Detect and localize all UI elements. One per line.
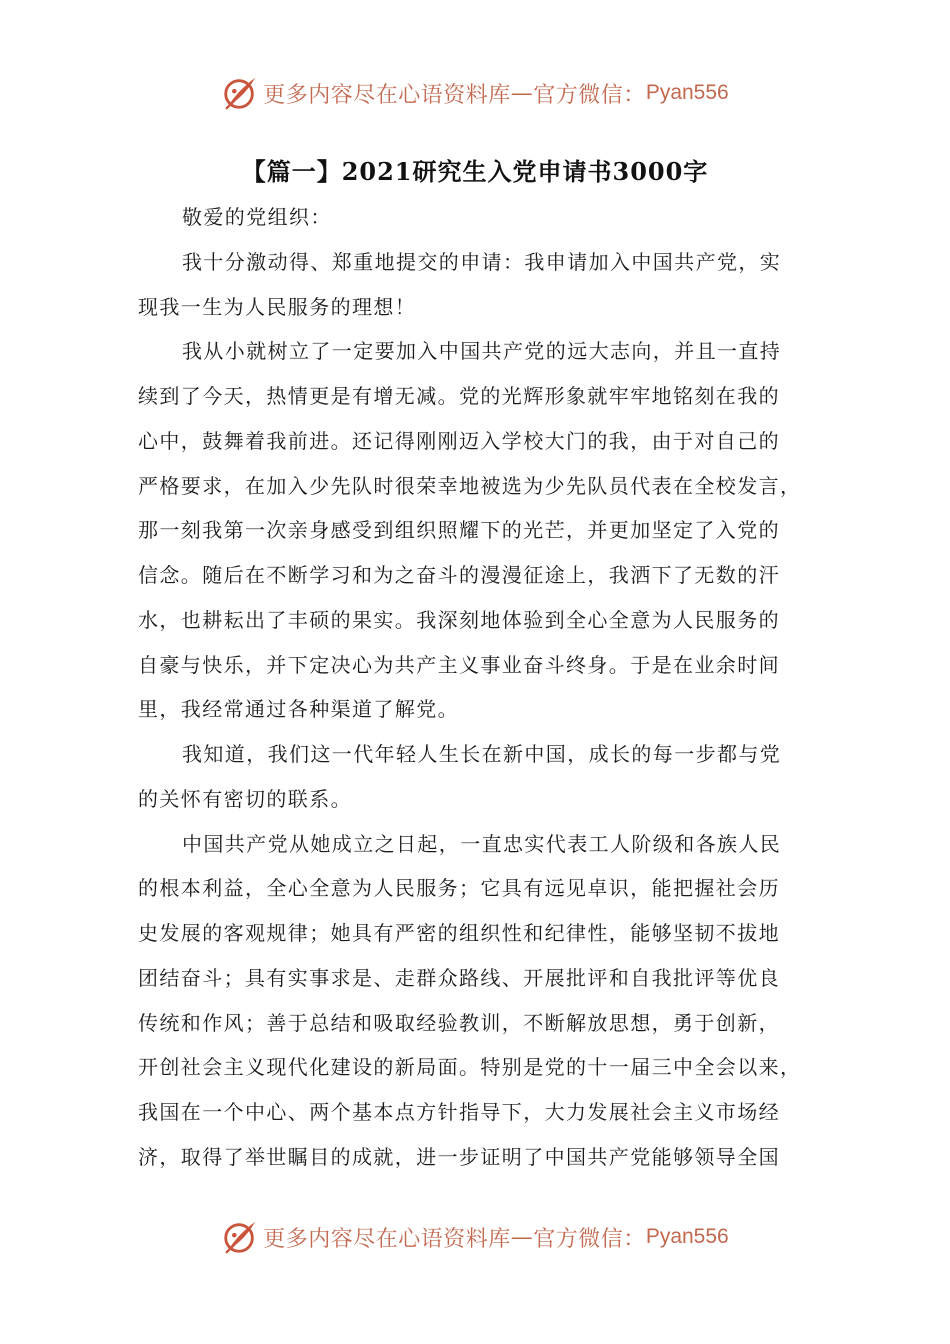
header-banner	[0, 68, 950, 118]
body-line: 那一刻我第一次亲身感受到组织照耀下的光芒，并更加坚定了入党的	[138, 518, 780, 543]
document-title: 【篇一】2021研究生入党申请书3000字	[241, 157, 709, 186]
header-banner-text: 更多内容尽在心语资料库	[263, 82, 511, 108]
header-banner-label: 官方微信：	[533, 82, 646, 108]
footer-banner-separator: —	[510, 1224, 534, 1250]
body-line: 我十分激动得、郑重地提交的申请：我申请加入中国共产党，实	[182, 249, 782, 274]
body-line: 自豪与快乐，并下定决心为共产主义事业奋斗终身。于是在业余时间	[138, 652, 780, 677]
body-line: 我国在一个中心、两个基本点方针指导下，大力发展社会主义市场经	[138, 1100, 780, 1124]
body-line: 水，也耕耘出了丰硕的果实。我深刻地体验到全心全意为人民服务的	[138, 607, 780, 632]
body-line: 我知道，我们这一代年轻人生长在新中国，成长的每一步都与党	[182, 742, 782, 766]
quill-logo-icon	[221, 1218, 259, 1256]
body-line: 续到了今天，热情更是有增无减。党的光辉形象就牢牢地铭刻在我的	[138, 384, 780, 408]
footer-banner	[0, 1212, 950, 1262]
footer-banner-label: 官方微信：	[533, 1226, 646, 1252]
body-line: 团结奋斗；具有实事求是、走群众路线、开展批评和自我批评等优良	[138, 965, 780, 990]
body-line: 里，我经常通过各种渠道了解党。	[138, 697, 459, 722]
body-line: 心中，鼓舞着我前进。还记得刚刚迈入学校大门的我，由于对自己的	[138, 428, 780, 453]
quill-logo-icon	[221, 74, 259, 112]
body-line: 现我一生为人民服务的理想！	[138, 294, 417, 319]
body-line: 严格要求，在加入少先队时很荣幸地被选为少先队员代表在全校发言，	[138, 473, 802, 498]
document-body	[138, 195, 810, 1180]
body-line: 济，取得了举世瞩目的成就，进一步证明了中国共产党能够领导全国	[138, 1144, 780, 1169]
body-line: 史发展的客观规律；她具有严密的组织性和纪律性，能够坚韧不拔地	[138, 921, 780, 945]
footer-banner-text: 更多内容尽在心语资料库	[263, 1226, 511, 1252]
header-banner-separator: —	[510, 80, 534, 106]
body-line: 传统和作风；善于总结和吸取经验教训，不断解放思想，勇于创新，	[138, 1010, 780, 1035]
header-banner-id: Pyan556	[645, 81, 729, 104]
body-line: 我从小就树立了一定要加入中国共产党的远大志向，并且一直持	[182, 339, 782, 364]
body-line: 的关怀有密切的联系。	[138, 786, 352, 811]
body-line: 开创社会主义现代化建设的新局面。特别是党的十一届三中全会以来，	[138, 1055, 802, 1080]
body-line: 中国共产党从她成立之日起，一直忠实代表工人阶级和各族人民	[182, 831, 782, 856]
footer-banner-id: Pyan556	[645, 1225, 729, 1248]
body-line: 的根本利益，全心全意为人民服务；它具有远见卓识，能把握社会历	[138, 876, 780, 901]
body-line: 信念。随后在不断学习和为之奋斗的漫漫征途上，我洒下了无数的汗	[138, 563, 780, 587]
body-line: 敬爱的党组织：	[182, 205, 332, 229]
